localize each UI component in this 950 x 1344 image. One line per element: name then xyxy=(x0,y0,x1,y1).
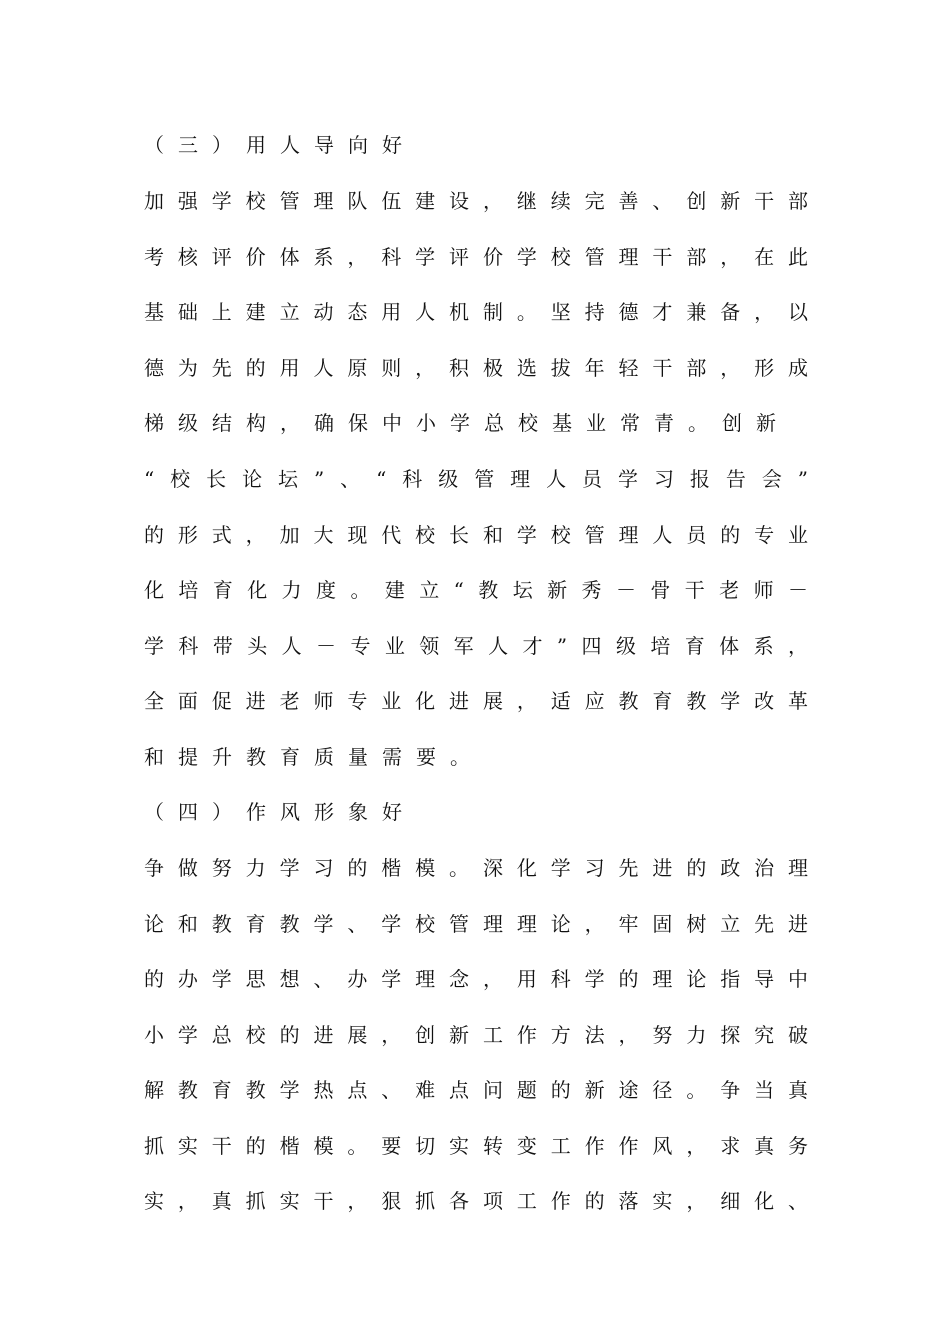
text-line: 全面促进老师专业化进展，适应教育教学改革 xyxy=(144,689,808,713)
text-line: 基础上建立动态用人机制。坚持德才兼备，以 xyxy=(144,300,808,324)
text-line: 抓实干的楷模。要切实转变工作作风，求真务 xyxy=(144,1134,808,1158)
text-line: 实，真抓实干，狠抓各项工作的落实，细化、 xyxy=(144,1189,808,1213)
text-line: 解教育教学热点、难点问题的新途径。争当真 xyxy=(144,1078,808,1102)
text-line: 小学总校的进展，创新工作方法，努力探究破 xyxy=(144,1023,808,1047)
text-line: “校长论坛”、“科级管理人员学习报告会” xyxy=(144,467,808,491)
text-line: 论和教育教学、学校管理理论，牢固树立先进 xyxy=(144,912,808,936)
text-line: 梯级结构，确保中小学总校基业常青。创新 xyxy=(144,411,776,435)
text-line: 化培育化力度。建立“教坛新秀－骨干老师－ xyxy=(144,578,808,602)
text-line: 和提升教育质量需要。 xyxy=(144,745,484,769)
section-heading-3: （三）用人导向好 xyxy=(144,133,416,157)
text-line: 的办学思想、办学理念，用科学的理论指导中 xyxy=(144,967,808,991)
text-line: 考核评价体系，科学评价学校管理干部，在此 xyxy=(144,245,808,269)
text-line: 加强学校管理队伍建设，继续完善、创新干部 xyxy=(144,189,808,213)
text-line: 争做努力学习的楷模。深化学习先进的政治理 xyxy=(144,856,808,880)
section-heading-4: （四）作风形象好 xyxy=(144,800,416,824)
text-line: 的形式，加大现代校长和学校管理人员的专业 xyxy=(144,523,808,547)
text-line: 德为先的用人原则，积极选拔年轻干部，形成 xyxy=(144,356,808,380)
text-line: 学科带头人－专业领军人才”四级培育体系， xyxy=(144,634,808,658)
